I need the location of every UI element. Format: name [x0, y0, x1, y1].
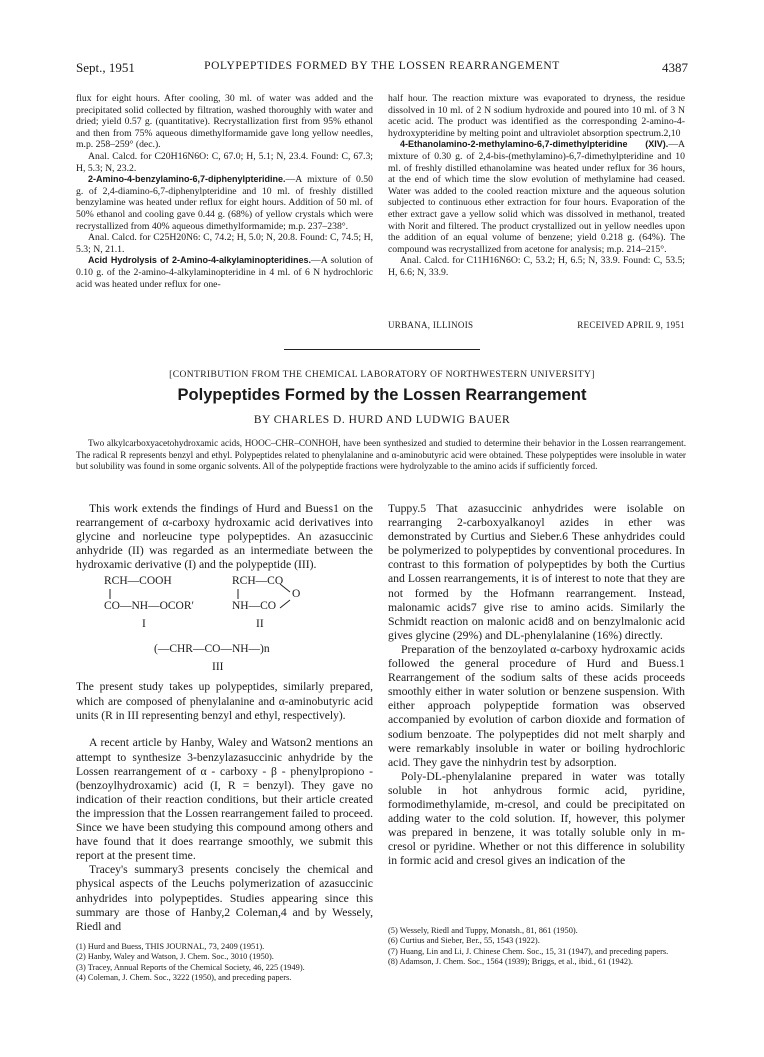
article-signature	[388, 320, 685, 332]
main-left-column	[76, 502, 373, 934]
footnote: (4) Coleman, J. Chem. Soc., 3222 (1950), and preceding papers.	[76, 972, 292, 982]
procedure-text: —A mixture of 0.30 g. of 2,4-bis-(methylamino)-6,7-dimethylpteridine and 10 ml. of freshly distilled ethanolamine was heated under reflux for 36 hours, at the end of which time the slow evolution of methylamine had ceased. Water was added to the cooled reaction mixture and the aqueous solution subjected to continuous ether extraction for four hours. Evaporation of the ether extract gave a yellow solid which was dissolved in methanol, treated with Norit and filtered. The product crystallized out in yellow needles upon the addition of an equal volume of benzene; yield 0.218 g. (64%). The compound was recrystallized from acetone for analysis; m.p. 214–215°.	[388, 139, 685, 255]
footnote: (8) Adamson, J. Chem. Soc., 1564 (1939); Briggs, et al., ibid., 61 (1942).	[388, 956, 633, 966]
procedure-heading: 2-Amino-4-benzylamino-6,7-diphenylpteridine.	[88, 174, 286, 185]
contribution-line: [CONTRIBUTION FROM THE CHEMICAL LABORATORY OF NORTHWESTERN UNIVERSITY]	[169, 370, 595, 380]
paragraph: Poly-DL-phenylalanine prepared in water was totally soluble in hot anhydrous formic acid, pyridine, formodimethylamide, m-cresol, and could be precipitated on adding water to the cold solution. If, however, this polymer was prepared in benzene, it was totally soluble only in m-cresol or pyridine. Whether or not this difference in solubility in formic acid and cresol gives an indication of the	[388, 769, 685, 868]
paragraph: This work extends the findings of Hurd and Buess1 on the rearrangement of α-carboxy hydroxamic acid derivatives into glycine and norleucine type polypeptides. An azasuccinic anhydride (II) was regarded as an intermediate between the hydroxamic derivative (I) and the polypeptide (III).	[76, 502, 373, 572]
footnote: (1) Hurd and Buess, THIS JOURNAL, 73, 2409 (1951).	[76, 942, 265, 951]
analysis-paragraph: Anal. Calcd. for C11H16N6O: C, 53.2; H, 6.5; N, 33.9. Found: C, 53.5; H, 6.6; N, 33.9.	[388, 255, 685, 278]
footnote: (2) Hanby, Waley and Watson, J. Chem. Soc., 3010 (1950).	[76, 952, 274, 962]
paragraph: Tuppy.5 That azasuccinic anhydrides were isolable on rearranging 2-carboxyalkanoyl azides in ether was demonstrated by Curtius and Sieber.6 These anhydrides could be polymerized to polypeptides by conventional procedures. In contrast to this formation of polypeptides by both the Curtius and Lossen rearrangements, it is of interest to note that they are not formed by the Hofmann rearrangement. Instead, malonamic acids7 give rise to amino acids. Similarly the Schmidt reaction on malonic acid8 and on benzylmalonic acid gives glycine (29%) and DL-phenylalanine (16%) directly.	[388, 502, 685, 642]
procedure-heading: Acid Hydrolysis of 2-Amino-4-alkylaminopteridines.	[88, 255, 312, 266]
structure-ii-label: II	[256, 618, 264, 631]
footnotes-right	[388, 926, 685, 967]
structure-ii-top: RCH—CO	[232, 575, 284, 588]
paragraph: The present study takes up polypeptides, similarly prepared, which are composed of phenylalanine and α-aminobutyric acid units (R in III representing benzyl and ethyl, respectively).	[76, 681, 373, 722]
paragraph: A recent article by Hanby, Waley and Watson2 mentions an attempt to synthesize 3-benzylazasuccinic anhydride by the Lossen rearrangement of α - carboxy - β - phenylpropiono - (benzoylhydroxamic) acid (I, R = benzyl). They gave no indication of their reaction conditions, but their article created the impression that the Lossen rearrangement failed to proceed. Since we have been studying this compound among others and have found that it does rearrange smoothly, we submit this report at the present time.	[76, 736, 373, 863]
structure-i-bottom: CO—NH—OCOR′	[104, 600, 195, 613]
author-byline: BY CHARLES D. HURD AND LUDWIG BAUER	[253, 414, 511, 426]
running-header	[76, 60, 688, 80]
procedure-paragraph	[76, 174, 373, 232]
structure-i-label: I	[142, 618, 146, 631]
footnote: (6) Curtius and Sieber, Ber., 55, 1543 (1922).	[388, 936, 540, 946]
previous-article-right-column	[388, 93, 685, 279]
institution-location: URBANA, ILLINOIS	[388, 320, 474, 330]
procedure-text: —A solution of 0.10 g. of the 2-amino-4-alkylaminopteridine in 4 ml. of 6 N hydrochloric acid was heated under reflux for one-	[76, 255, 373, 290]
footnote: (3) Tracey, Annual Reports of the Chemical Society, 46, 225 (1949).	[76, 962, 305, 972]
chemical-structures	[76, 572, 373, 736]
header-page-number: 4387	[662, 60, 688, 75]
previous-article-left-column	[76, 93, 373, 290]
paragraph: Tracey's summary3 presents concisely the chemical and physical aspects of the Leuchs polymerization of azasuccinic anhydrides into polypeptides. Studies appearing since this summary are those of Hanby,2 Coleman,4 and by Wessely, Riedl and	[76, 863, 373, 933]
procedure-paragraph	[76, 255, 373, 290]
structure-i-top: RCH—COOH	[104, 575, 172, 588]
footnote: (5) Wessely, Riedl and Tuppy, Monatsh., 81, 861 (1950).	[388, 926, 578, 935]
procedure-text: —A mixture of 0.50 g. of 2,4-diamino-6,7-diphenylpteridine and 10 ml. of freshly distilled benzylamine was heated under reflux for eight hours. Addition of 50 ml. of 50% ethanol and cooling gave 0.44 g. (68%) of yellow crystals which were recrystallized from 40% aqueous dimethylformamide; m.p. 237–238°.	[76, 174, 373, 232]
header-title: POLYPEPTIDES FORMED BY THE LOSSEN REARRANGEMENT	[204, 60, 560, 72]
header-date: Sept., 1951	[76, 60, 135, 75]
structure-iii-label: III	[212, 661, 224, 674]
structure-iii: (—CHR—CO—NH—)n	[154, 643, 270, 656]
received-date: RECEIVED APRIL 9, 1951	[577, 320, 685, 330]
abstract: Two alkylcarboxyacetohydroxamic acids, HOOC–CHR–CONHOH, have been synthesized and studied to determine their behavior in the Lossen rearrangement. The radical R represents benzyl and ethyl. Polypeptides related to phenylalanine and α-aminobutyric acid were obtained. These polypeptides were insoluble in water but solubility was found in some organic solvents. All of the polypeptide fractions were hydrolyzable to the amino acids if sufficiently forced.	[76, 438, 686, 472]
article-title: Polypeptides Formed by the Lossen Rearrangement	[177, 386, 587, 404]
procedure-paragraph	[388, 139, 685, 255]
procedure-heading: 4-Ethanolamino-2-methylamino-6,7-dimethylpteridine (XIV).	[400, 139, 669, 150]
footnotes-left	[76, 942, 373, 983]
paragraph: Preparation of the benzoylated α-carboxy hydroxamic acids followed the general procedure of Hurd and Buess.1 Rearrangement of the sodium salts of these acids proceeds smoothly either in water solution or benzene suspension. With either approach polypeptide formation was observed accompanied by evolution of carbon dioxide and formation of sodium benzoate. The polypeptides did not melt sharply and were remarkably insoluble in water or boiling hydrochloric acid. They gave the ninhydrin test by adsorption.	[388, 642, 685, 769]
analysis-paragraph: Anal. Calcd. for C20H16N6O: C, 67.0; H, 5.1; N, 23.4. Found: C, 67.3; H, 5.3; N, 23.2.	[76, 150, 373, 174]
paragraph: flux for eight hours. After cooling, 30 ml. of water was added and the precipitated solid collected by filtration, washed thoroughly with water and dried; yield 0.57 g. (quantitative). Recrystallization first from 95% ethanol and then from 75% aqueous dimethylformamide gave long yellow needles, m.p. 258–259° (dec.).	[76, 93, 373, 151]
paragraph: half hour. The reaction mixture was evaporated to dryness, the residue dissolved in 10 ml. of 2 N sodium hydroxide and poured into 10 ml. of 3 N acetic acid. The product was identified as the corresponding 2-amino-4-hydroxypteridine by melting point and ultraviolet absorption spectrum.2,10	[388, 93, 685, 139]
analysis-paragraph: Anal. Calcd. for C25H20N6: C, 74.2; H, 5.0; N, 20.8. Found: C, 74.5; H, 5.3; N, 21.1.	[76, 232, 373, 255]
structure-ii-oxygen: O	[292, 588, 301, 601]
structure-ii-bottom: NH—CO	[232, 600, 277, 613]
section-divider	[284, 349, 480, 350]
main-right-column	[388, 502, 685, 868]
footnote: (7) Huang, Lin and Li, J. Chinese Chem. Soc., 15, 31 (1947), and preceding papers.	[388, 946, 669, 956]
